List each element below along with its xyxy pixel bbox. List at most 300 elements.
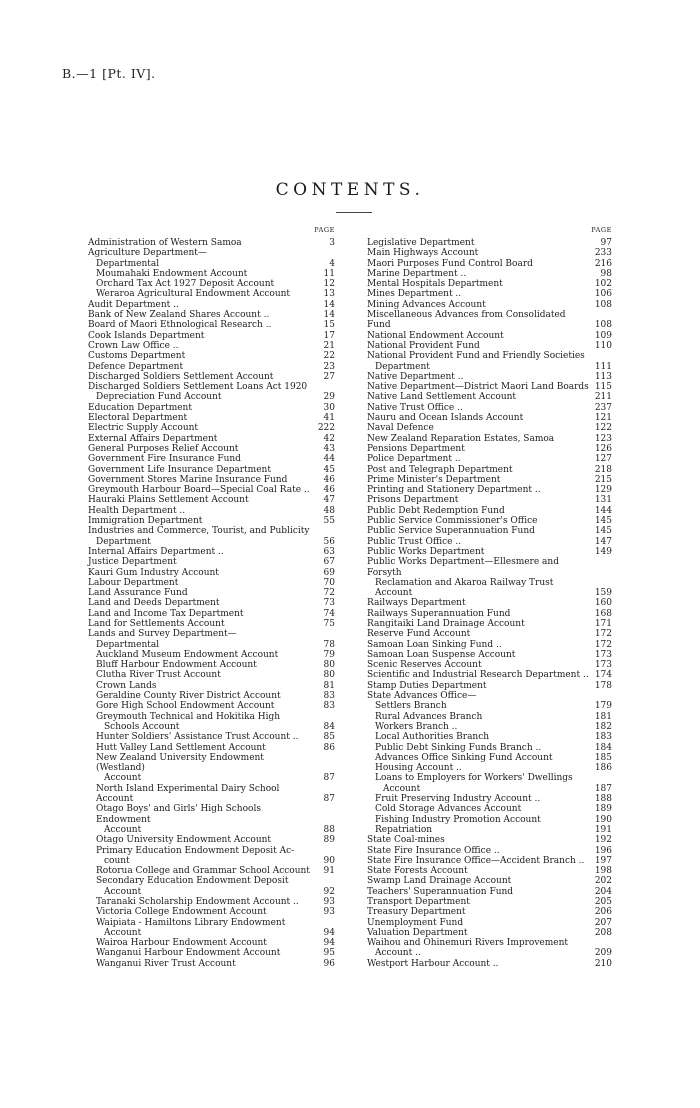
entry-page-number: 11 (323, 268, 335, 279)
entry-title: Public Debt Redemption Fund (367, 505, 505, 516)
entry-page-number: 196 (594, 845, 612, 856)
entry-page-number: 208 (594, 927, 612, 938)
contents-entry (367, 434, 612, 444)
entry-title: Auckland Museum Endowment Account (96, 649, 279, 660)
entry-title: Maori Purposes Fund Control Board (367, 258, 533, 269)
entry-page-number: 179 (594, 701, 612, 712)
contents-entry (88, 248, 335, 258)
contents-entry (367, 763, 612, 773)
entry-page-number: 41 (323, 413, 335, 424)
entry-page-number: 222 (317, 423, 335, 434)
contents-entry (367, 537, 612, 547)
entry-title: Crown Law Office .. (88, 340, 179, 351)
entry-title: Cook Islands Department (88, 330, 205, 341)
contents-entry (367, 279, 612, 289)
entry-title: Native Trust Office .. (367, 402, 463, 413)
contents-entry (88, 876, 335, 886)
entry-title: Account (104, 927, 142, 938)
contents-entry (88, 835, 335, 845)
entry-title: Swamp Land Drainage Account (367, 876, 512, 887)
entry-title: General Purposes Relief Account (88, 443, 239, 454)
entry-page-number: 98 (600, 268, 612, 279)
contents-entry (88, 619, 335, 629)
entry-title: Housing Account .. (375, 763, 462, 774)
contents-entry (367, 856, 612, 866)
entry-page-number: 17 (323, 330, 335, 341)
contents-entry (88, 444, 335, 454)
entry-title: Moumahaki Endowment Account (96, 268, 248, 279)
entry-page-number: 91 (323, 866, 335, 877)
contents-entry (88, 681, 335, 691)
entry-page-number: 111 (594, 361, 612, 372)
entry-title: Repatriation (375, 824, 433, 835)
contents-entry (88, 609, 335, 619)
entry-title: External Affairs Department (88, 433, 218, 444)
contents-column-left (88, 226, 335, 969)
entry-title: Scientific and Industrial Research Department .. (367, 670, 589, 681)
entry-title: Primary Education Endowment Deposit Ac- (96, 845, 295, 856)
entry-page-number: 209 (594, 948, 612, 959)
contents-entry (88, 331, 335, 341)
entry-page-number: 172 (594, 639, 612, 650)
entry-title: Railways Superannuation Fund (367, 608, 511, 619)
entry-page-number: 14 (323, 299, 335, 310)
entry-page-number: 173 (594, 660, 612, 671)
contents-entry (367, 598, 612, 608)
contents-entry (367, 465, 612, 475)
entry-title: Valuation Department (367, 927, 468, 938)
entry-title: Discharged Soldiers Settlement Loans Act 1920 (88, 382, 308, 393)
title-rule (336, 212, 372, 213)
contents-entry (88, 856, 335, 866)
entry-page-number: 185 (594, 752, 612, 763)
entry-title: Unemployment Fund (367, 917, 464, 928)
entry-page-number: 127 (594, 454, 612, 465)
contents-entry (88, 959, 335, 969)
contents-entry (367, 248, 612, 258)
entry-page-number: 46 (323, 474, 335, 485)
entry-title: Government Fire Insurance Fund (88, 454, 241, 465)
entry-title: Schools Account (104, 721, 180, 732)
entry-title: State Forests Account (367, 866, 468, 877)
contents-entry (367, 372, 612, 382)
entry-page-number: 108 (594, 320, 612, 331)
entry-page-number: 159 (594, 588, 612, 599)
entry-title: Government Stores Marine Insurance Fund (88, 474, 288, 485)
entry-title: Advances Office Sinking Fund Account (375, 752, 553, 763)
entry-title: Immigration Department (88, 516, 203, 527)
entry-page-number: 95 (323, 948, 335, 959)
contents-entry (88, 259, 335, 269)
contents-entry (367, 609, 612, 619)
entry-page-number: 30 (323, 402, 335, 413)
entry-page-number: 92 (323, 886, 335, 897)
entry-title: Account .. (375, 948, 421, 959)
entry-page-number: 122 (594, 423, 612, 434)
entry-title: Crown Lands (96, 680, 157, 691)
contents-entry (367, 485, 612, 495)
entry-page-number: 131 (594, 495, 612, 506)
contents-entry (367, 866, 612, 876)
entry-title: Waipiata - Hamiltons Library Endowment (96, 917, 286, 928)
entry-page-number: 109 (594, 330, 612, 341)
entry-page-number: 145 (594, 516, 612, 527)
entry-title: Electoral Department (88, 413, 188, 424)
contents-entry (367, 640, 612, 650)
entry-title: Public Debt Sinking Funds Branch .. (375, 742, 542, 753)
contents-entry (88, 279, 335, 289)
entry-page-number: 183 (594, 732, 612, 743)
entry-page-number: 190 (594, 814, 612, 825)
entry-page-number: 178 (594, 680, 612, 691)
entry-page-number: 187 (594, 783, 612, 794)
entry-title: Loans to Employers for Workers' Dwellings (375, 773, 573, 784)
contents-entry (88, 557, 335, 567)
entry-page-number: 72 (323, 588, 335, 599)
contents-entry (367, 701, 612, 711)
entry-title: Main Highways Account (367, 248, 479, 259)
entry-title: Printing and Stationery Department .. (367, 485, 541, 496)
entry-page-number: 115 (594, 382, 612, 393)
entry-title: Teachers' Superannuation Fund (367, 886, 514, 897)
entry-title: Naval Defence (367, 423, 434, 434)
contents-entry (367, 578, 612, 599)
entry-page-number: 216 (594, 258, 612, 269)
contents-entry (367, 876, 612, 886)
contents-entry (88, 485, 335, 495)
contents-entry (367, 712, 612, 722)
contents-entry (367, 413, 612, 423)
entry-title: Waihou and Ohinemuri Rivers Improvement (367, 938, 569, 949)
entry-page-number: 207 (594, 917, 612, 928)
entry-title: Workers Branch .. (375, 721, 458, 732)
contents-entry (88, 372, 335, 382)
contents-entry (367, 897, 612, 907)
entry-page-number: 88 (323, 824, 335, 835)
contents-entry (367, 732, 612, 742)
entry-page-number: 191 (594, 824, 612, 835)
contents-entry (88, 928, 335, 938)
entry-page-number: 168 (594, 608, 612, 619)
contents-entry (88, 650, 335, 660)
contents-entry (367, 547, 612, 557)
entry-page-number: 55 (323, 516, 335, 527)
entry-page-number: 29 (323, 392, 335, 403)
entry-title: Fishing Industry Promotion Account (375, 814, 541, 825)
entry-title: Internal Affairs Department .. (88, 546, 224, 557)
contents-entry (367, 403, 612, 413)
contents-entry (88, 691, 335, 701)
entry-title: Native Land Settlement Account (367, 392, 517, 403)
contents-entry (88, 362, 335, 372)
entry-title: Land for Settlements Account (88, 618, 225, 629)
entry-page-number: 110 (594, 340, 612, 351)
entry-title: Hutt Valley Land Settlement Account (96, 742, 266, 753)
entry-title: Land and Income Tax Department (88, 608, 244, 619)
contents-entry (88, 341, 335, 351)
contents-entry (88, 568, 335, 578)
contents-entry (367, 835, 612, 845)
entry-page-number: 129 (594, 485, 612, 496)
entry-title: Land and Deeds Department (88, 598, 220, 609)
entry-page-number: 123 (594, 433, 612, 444)
entry-title: Land Assurance Fund (88, 588, 188, 599)
entry-page-number: 189 (594, 804, 612, 815)
entry-title: Post and Telegraph Department (367, 464, 513, 475)
entry-page-number: 21 (323, 340, 335, 351)
entry-title: State Coal-mines (367, 835, 445, 846)
entry-page-number: 108 (594, 299, 612, 310)
entry-title: Defence Department (88, 361, 184, 372)
entry-title: Rangitaiki Land Drainage Account (367, 618, 525, 629)
entry-title: Departmental (96, 639, 160, 650)
entry-title: Electric Supply Account (88, 423, 199, 434)
entry-title: Local Authorities Branch (375, 732, 490, 743)
entry-page-number: 63 (323, 546, 335, 557)
entry-page-number: 144 (594, 505, 612, 516)
contents-entry (367, 918, 612, 928)
entry-page-number: 12 (323, 279, 335, 290)
entry-page-number: 56 (323, 536, 335, 547)
entry-page-number: 202 (594, 876, 612, 887)
contents-column-right (367, 226, 612, 969)
entry-page-number: 86 (323, 742, 335, 753)
entry-title: Public Works Department—Ellesmere and Forsyth (367, 557, 559, 578)
entry-title: Mining Advances Account (367, 299, 486, 310)
entry-page-number: 45 (323, 464, 335, 475)
entry-title: Wanganui River Trust Account (96, 958, 236, 969)
contents-entry (367, 794, 612, 804)
entry-page-number: 3 (329, 238, 335, 248)
entry-title: Administration of Western Samoa (88, 238, 242, 248)
contents-entry (367, 619, 612, 629)
entry-page-number: 211 (594, 392, 612, 403)
contents-entry (88, 866, 335, 876)
entry-title: Mines Department .. (367, 289, 462, 300)
contents-entry (367, 691, 612, 701)
entry-title: Prisons Department (367, 495, 459, 506)
entry-title: Samoan Loan Sinking Fund .. (367, 639, 502, 650)
entry-page-number: 42 (323, 433, 335, 444)
entry-title: Victoria College Endowment Account (96, 907, 267, 918)
contents-entry (367, 846, 612, 856)
entry-title: Nauru and Ocean Islands Account (367, 413, 524, 424)
entry-page-number: 181 (594, 711, 612, 722)
entry-title: Rural Advances Branch (375, 711, 483, 722)
contents-entry (88, 392, 335, 402)
entry-page-number: 22 (323, 351, 335, 362)
entry-page-number: 70 (323, 577, 335, 588)
contents-entry (367, 804, 612, 814)
entry-page-number: 83 (323, 691, 335, 702)
entry-page-number: 106 (594, 289, 612, 300)
contents-entry (367, 660, 612, 670)
entry-title: Bluff Harbour Endowment Account (96, 660, 257, 671)
entry-page-number: 14 (323, 310, 335, 321)
entry-title: Gore High School Endowment Account (96, 701, 275, 712)
contents-title: CONTENTS. (275, 180, 425, 200)
entry-title: Kauri Gum Industry Account (88, 567, 219, 578)
contents-entry (367, 928, 612, 938)
contents-entry (88, 629, 335, 639)
entry-page-number: 47 (323, 495, 335, 506)
entry-title: Reserve Fund Account (367, 629, 471, 640)
entry-title: Rotorua College and Grammar School Account (96, 866, 310, 877)
entry-title: Police Department .. (367, 454, 461, 465)
entry-title: State Advances Office— (367, 691, 477, 702)
entry-title: Railways Department (367, 598, 466, 609)
entry-title: Public Service Commissioner's Office (367, 516, 538, 527)
entry-page-number: 102 (594, 279, 612, 290)
entry-title: Taranaki Scholarship Endowment Account .. (96, 897, 299, 907)
entry-page-number: 174 (594, 670, 612, 681)
page-column-label: PAGE (314, 226, 335, 234)
entry-page-number: 145 (594, 526, 612, 537)
entry-title: Education Department (88, 402, 192, 413)
contents-entry (88, 804, 335, 825)
contents-entry (88, 434, 335, 444)
entry-page-number: 218 (594, 464, 612, 475)
contents-entry (367, 948, 612, 958)
entry-title: Board of Maori Ethnological Research .. (88, 320, 272, 331)
entry-page-number: 80 (323, 660, 335, 671)
entry-title: Department (96, 536, 151, 547)
entry-page-number: 126 (594, 443, 612, 454)
contents-entry (367, 557, 612, 578)
entry-page-number: 93 (323, 907, 335, 918)
entry-title: Industries and Commerce, Tourist, and Publicity (88, 526, 310, 537)
entry-title: Native Department .. (367, 371, 464, 382)
entry-page-number: 192 (594, 835, 612, 846)
contents-entry (367, 423, 612, 433)
entry-title: Labour Department (88, 577, 179, 588)
entry-page-number: 89 (323, 835, 335, 846)
contents-entry (88, 948, 335, 958)
contents-entry (88, 640, 335, 650)
entry-title: Reclamation and Akaroa Railway Trust Account (375, 577, 554, 599)
entry-page-number: 78 (323, 639, 335, 650)
entry-title: Weraroa Agricultural Endowment Account (96, 289, 291, 300)
contents-entry (367, 362, 612, 372)
entry-title: Hauraki Plains Settlement Account (88, 495, 249, 506)
entry-title: Discharged Soldiers Settlement Account (88, 371, 274, 382)
entry-title: Health Department .. (88, 505, 186, 516)
contents-entry (88, 784, 335, 805)
entry-page-number: 97 (600, 238, 612, 248)
entry-title: State Fire Insurance Office—Accident Branch .. (367, 855, 585, 866)
entry-title: Bank of New Zealand Shares Account .. (88, 310, 270, 321)
contents-entry (367, 753, 612, 763)
entry-title: Greymouth Technical and Hokitika High (96, 711, 281, 722)
entry-title: Clutha River Trust Account (96, 670, 221, 681)
contents-entry (367, 238, 612, 248)
entry-title: Justice Department (88, 557, 177, 568)
contents-entry (367, 454, 612, 464)
entry-page-number: 93 (323, 897, 335, 907)
entry-page-number: 23 (323, 361, 335, 372)
contents-entry (88, 382, 335, 392)
contents-entry (367, 269, 612, 279)
entry-page-number: 44 (323, 454, 335, 465)
contents-entry (88, 887, 335, 897)
entry-title: National Provident Fund (367, 340, 480, 351)
entry-page-number: 15 (323, 320, 335, 331)
contents-entry (88, 506, 335, 516)
contents-entry (88, 516, 335, 526)
entry-title: Otago University Endowment Account (96, 835, 272, 846)
contents-entry (88, 588, 335, 598)
contents-entry (88, 846, 335, 856)
entry-title: Settlers Branch (375, 701, 447, 712)
entry-page-number: 205 (594, 897, 612, 907)
entry-page-number: 13 (323, 289, 335, 300)
entry-title: New Zealand University Endowment (Westland) (96, 752, 264, 774)
entry-page-number: 147 (594, 536, 612, 547)
entry-page-number: 48 (323, 505, 335, 516)
contents-entry (367, 310, 612, 331)
contents-entry (88, 547, 335, 557)
contents-entry (367, 351, 612, 361)
contents-entry (88, 423, 335, 433)
contents-entry (88, 465, 335, 475)
entry-title: Departmental (96, 258, 160, 269)
entry-title: Scenic Reserves Account (367, 660, 482, 671)
contents-entry (367, 526, 612, 536)
contents-entry (367, 506, 612, 516)
entry-page-number: 113 (594, 371, 612, 382)
contents-entry (88, 537, 335, 547)
entry-title: Account (383, 783, 421, 794)
entry-page-number: 237 (594, 402, 612, 413)
contents-entry (367, 743, 612, 753)
entry-page-number: 80 (323, 670, 335, 681)
contents-entry (88, 413, 335, 423)
entry-page-number: 172 (594, 629, 612, 640)
entry-page-number: 73 (323, 598, 335, 609)
contents-entry (367, 773, 612, 783)
entry-title: Geraldine County River District Account (96, 691, 281, 702)
entry-page-number: 197 (594, 855, 612, 866)
entry-title: Prime Minister's Department (367, 474, 501, 485)
entry-page-number: 96 (323, 958, 335, 969)
entry-title: Samoan Loan Suspense Account (367, 649, 516, 660)
entry-page-number: 198 (594, 866, 612, 877)
entry-title: Government Life Insurance Department (88, 464, 271, 475)
contents-entry (367, 629, 612, 639)
entry-page-number: 81 (323, 680, 335, 691)
contents-entry (88, 578, 335, 588)
contents-entry (367, 650, 612, 660)
contents-entry (88, 598, 335, 608)
entry-title: North Island Experimental Dairy School Account (96, 783, 280, 805)
contents-entry (88, 238, 335, 248)
entry-page-number: 84 (323, 721, 335, 732)
entry-page-number: 94 (323, 927, 335, 938)
entry-title: Fruit Preserving Industry Account .. (375, 794, 541, 805)
entry-page-number: 233 (594, 248, 612, 259)
contents-entry (367, 475, 612, 485)
entry-title: State Fire Insurance Office .. (367, 845, 500, 856)
entry-title: Marine Department .. (367, 268, 467, 279)
contents-entry (88, 403, 335, 413)
contents-entry (367, 516, 612, 526)
entry-page-number: 85 (323, 732, 335, 743)
contents-entry (367, 670, 612, 680)
entry-title: Wanganui Harbour Endowment Account (96, 948, 281, 959)
entry-title: Depreciation Fund Account (96, 392, 222, 403)
contents-entry (88, 300, 335, 310)
entry-page-number: 215 (594, 474, 612, 485)
